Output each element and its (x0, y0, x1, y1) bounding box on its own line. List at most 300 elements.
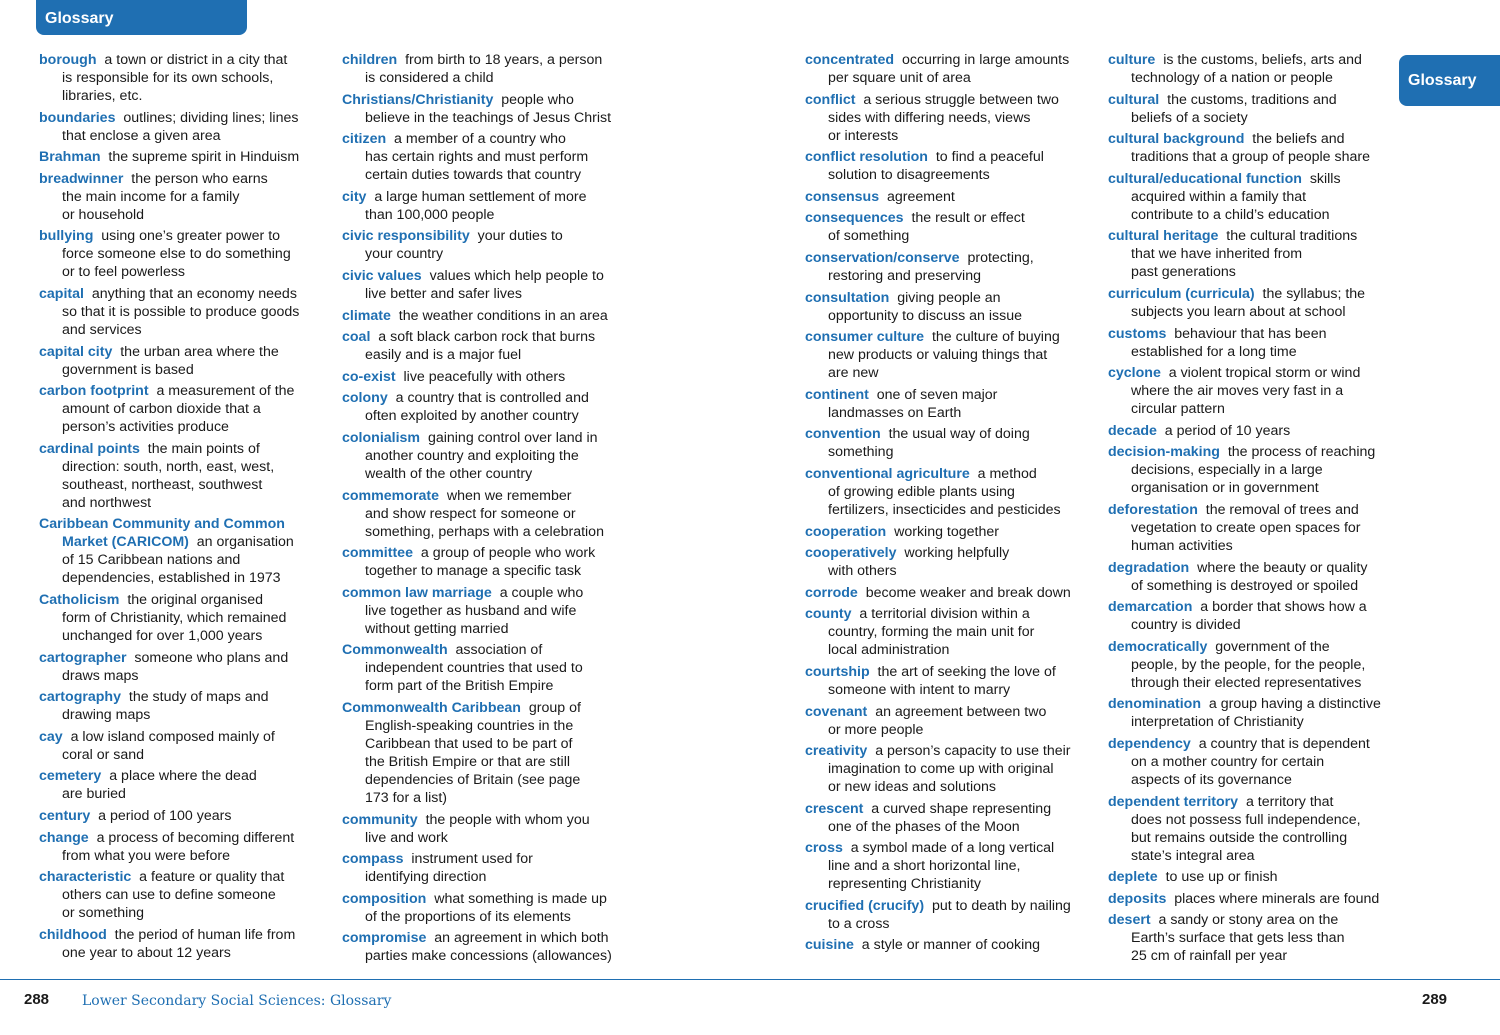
glossary-definition: libraries, etc. (62, 88, 143, 104)
glossary-definition: group of (528, 699, 581, 716)
glossary-definition: English-speaking countries in the (365, 717, 574, 734)
glossary-definition: gaining control over land in (427, 429, 598, 446)
glossary-definition: live better and safer lives (365, 285, 522, 302)
glossary-term: Commonwealth (342, 642, 448, 659)
footer-book-title: Lower Secondary Social Sciences: Glossary (82, 993, 392, 1009)
glossary-column-1 (39, 51, 329, 965)
glossary-definition: traditions that a group of people share (1131, 149, 1370, 166)
glossary-term: covenant (805, 703, 868, 720)
page-number-left: 288 (24, 991, 50, 1008)
glossary-term: deposits (1108, 890, 1167, 907)
glossary-term: coal (342, 329, 371, 346)
glossary-definition: the study of maps and (128, 689, 269, 706)
glossary-term: composition (342, 890, 427, 907)
glossary-entry (342, 368, 632, 386)
glossary-definition: the people with whom you (425, 811, 590, 828)
glossary-definition: a process of becoming different (96, 829, 295, 846)
glossary-definition: someone with intent to marry (828, 681, 1011, 698)
glossary-definition: a curved shape representing (871, 800, 1052, 817)
glossary-definition: easily and is a major fuel (365, 347, 522, 364)
glossary-entry (805, 584, 1095, 602)
glossary-definition: what something is made up (434, 890, 607, 907)
glossary-column-4 (1108, 51, 1398, 969)
glossary-term: cultural/educational function (1108, 170, 1302, 187)
glossary-term: cemetery (39, 768, 102, 785)
glossary-definition: that we have inherited from (1131, 246, 1303, 263)
glossary-entry (39, 688, 329, 724)
glossary-definition: a country that is dependent (1198, 735, 1370, 752)
glossary-definition: put to death by nailing (931, 897, 1071, 914)
glossary-term: curriculum (curricula) (1108, 285, 1255, 302)
glossary-definition: a large human settlement of more (374, 188, 587, 205)
glossary-definition: agreement (887, 188, 955, 205)
footer-divider (0, 979, 1500, 980)
glossary-entry (805, 209, 1095, 245)
glossary-definition: a method (977, 465, 1037, 482)
glossary-term: Catholicism (39, 591, 120, 608)
glossary-definition: a style or manner of cooking (861, 937, 1041, 954)
glossary-entry (805, 328, 1095, 382)
glossary-entry (39, 515, 329, 587)
glossary-definition: a sandy or stony area on the (1158, 912, 1339, 929)
glossary-definition: the supreme spirit in Hinduism (108, 149, 300, 166)
glossary-term: cartographer (39, 649, 127, 666)
glossary-definition: acquired within a family that (1131, 188, 1307, 205)
glossary-definition: a soft black carbon rock that burns (378, 329, 596, 346)
glossary-definition: on a mother country for certain (1131, 753, 1325, 770)
glossary-entry (39, 51, 329, 105)
glossary-definition: using one’s greater power to (101, 228, 281, 245)
glossary-entry (1108, 598, 1398, 634)
glossary-entry (342, 929, 632, 965)
glossary-entry (805, 663, 1095, 699)
glossary-entry (805, 91, 1095, 145)
glossary-definition: person’s activities produce (62, 419, 229, 436)
glossary-term: consultation (805, 289, 890, 306)
glossary-term: dependent territory (1108, 793, 1239, 810)
glossary-definition: a period of 10 years (1164, 422, 1291, 439)
glossary-definition: a person’s capacity to use their (875, 743, 1071, 760)
glossary-definition: the period of human life from (114, 926, 296, 943)
glossary-definition: has certain rights and must perform (365, 149, 589, 166)
glossary-definition: established for a long time (1131, 343, 1297, 360)
glossary-entry (342, 328, 632, 364)
glossary-entry (39, 285, 329, 339)
glossary-definition: Caribbean that used to be part of (365, 735, 573, 752)
glossary-definition: the British Empire or that are still (365, 753, 571, 770)
glossary-definition: anything that an economy needs (91, 285, 297, 302)
glossary-definition: coral or sand (62, 746, 145, 763)
glossary-term: consensus (805, 188, 880, 205)
glossary-entry (805, 148, 1095, 184)
glossary-term: deplete (1108, 869, 1158, 886)
glossary-definition: opportunity to discuss an issue (828, 307, 1023, 324)
glossary-header-tab: Glossary (36, 0, 247, 35)
glossary-entry (1108, 51, 1398, 87)
glossary-definition: organisation or in government (1131, 480, 1319, 497)
glossary-entry (342, 91, 632, 127)
glossary-definition: occurring in large amounts (901, 52, 1070, 68)
glossary-definition: together to manage a specific task (365, 563, 582, 580)
glossary-entry (805, 605, 1095, 659)
glossary-term: cardinal points (39, 440, 140, 457)
glossary-entry (1108, 364, 1398, 418)
glossary-definition: a couple who (499, 584, 584, 601)
glossary-definition: to use up or finish (1165, 869, 1278, 886)
glossary-term: committee (342, 545, 413, 562)
glossary-definition: parties make concessions (allowances) (365, 948, 612, 965)
glossary-entry (1108, 91, 1398, 127)
glossary-term: cross (805, 840, 843, 857)
glossary-definition: live and work (365, 829, 448, 846)
glossary-definition: drawing maps (62, 707, 151, 724)
glossary-definition: interpretation of Christianity (1131, 714, 1304, 731)
glossary-definition: a group having a distinctive (1208, 696, 1381, 713)
glossary-definition: a territory that (1245, 793, 1334, 810)
glossary-definition: working helpfully (904, 545, 1010, 562)
glossary-entry (805, 839, 1095, 893)
glossary-definition: human activities (1131, 537, 1233, 554)
glossary-entry (1108, 638, 1398, 692)
glossary-definition: draws maps (62, 667, 139, 684)
glossary-term: carbon footprint (39, 383, 149, 400)
glossary-term: crucified (crucify) (805, 897, 925, 914)
glossary-term: deforestation (1108, 501, 1198, 518)
glossary-definition: subjects you learn about at school (1131, 303, 1346, 320)
glossary-definition: restoring and preserving (828, 267, 981, 284)
glossary-term: change (39, 829, 89, 846)
glossary-term: community (342, 811, 418, 828)
glossary-entry (1108, 695, 1398, 731)
glossary-entry (1108, 735, 1398, 789)
glossary-term: cultural background (1108, 131, 1245, 148)
glossary-definition: outlines; dividing lines; lines (123, 109, 299, 126)
glossary-side-tab: Glossary (1399, 55, 1500, 106)
glossary-entry (805, 249, 1095, 285)
glossary-definition: another country and exploiting the (365, 447, 579, 464)
glossary-definition: association of (455, 642, 543, 659)
glossary-definition: the person who earns (131, 170, 268, 187)
glossary-term: century (39, 807, 91, 824)
glossary-entry (39, 807, 329, 825)
glossary-entry (1108, 170, 1398, 224)
glossary-definition: others can use to define someone (62, 887, 276, 904)
glossary-definition: where the air moves very fast in a (1131, 383, 1344, 400)
glossary-definition: so that it is possible to produce goods (62, 303, 300, 320)
glossary-definition: working together (894, 523, 999, 540)
glossary-term: creativity (805, 743, 868, 760)
glossary-definition: the process of reaching (1227, 444, 1376, 461)
glossary-entry (1108, 130, 1398, 166)
glossary-term: breadwinner (39, 170, 124, 187)
glossary-term: borough (39, 52, 97, 68)
glossary-definition: something (828, 444, 894, 461)
glossary-entry (805, 742, 1095, 796)
glossary-definition: beliefs of a society (1131, 109, 1248, 126)
glossary-term: cay (39, 728, 63, 745)
glossary-definition: identifying direction (365, 869, 487, 886)
glossary-entry (1108, 890, 1398, 908)
glossary-definition: the customs, traditions and (1167, 91, 1337, 108)
glossary-definition: circular pattern (1131, 401, 1225, 418)
glossary-definition: 173 for a list) (365, 789, 448, 806)
glossary-definition: than 100,000 people (365, 206, 495, 223)
glossary-definition: are new (828, 365, 879, 382)
glossary-term: cuisine (805, 937, 854, 954)
glossary-definition: the original organised (127, 591, 263, 608)
glossary-definition: the culture of buying (931, 329, 1060, 346)
glossary-term: compass (342, 851, 404, 868)
glossary-entry (342, 584, 632, 638)
glossary-term: civic responsibility (342, 228, 470, 245)
glossary-definition: where the beauty or quality (1197, 559, 1368, 576)
glossary-definition: decisions, especially in a large (1131, 462, 1323, 479)
glossary-entry (805, 289, 1095, 325)
glossary-entry (1108, 443, 1398, 497)
glossary-entry (342, 130, 632, 184)
glossary-entry (39, 591, 329, 645)
glossary-term: customs (1108, 325, 1167, 342)
glossary-definition: without getting married (365, 620, 509, 637)
glossary-definition: state’s integral area (1131, 847, 1255, 864)
glossary-definition: a territorial division within a (859, 606, 1030, 623)
glossary-definition: one of the phases of the Moon (828, 818, 1020, 835)
glossary-entry (342, 188, 632, 224)
glossary-definition: and northwest (62, 494, 152, 511)
glossary-definition: people, by the people, for the people, (1131, 656, 1366, 673)
glossary-definition: your duties to (477, 228, 563, 245)
page-number-right: 289 (1422, 991, 1448, 1008)
glossary-definition: a group of people who work (420, 545, 596, 562)
glossary-entry (39, 343, 329, 379)
glossary-term: continent (805, 386, 869, 403)
glossary-entry (1108, 559, 1398, 595)
glossary-definition: is considered a child (365, 70, 494, 86)
glossary-term: colonialism (342, 429, 421, 446)
glossary-definition: a feature or quality that (139, 869, 285, 886)
glossary-entry (342, 641, 632, 695)
glossary-term: commemorate (342, 487, 439, 504)
glossary-definition: a measurement of the (156, 383, 295, 400)
glossary-term: cultural heritage (1108, 228, 1219, 245)
glossary-column-2 (342, 51, 632, 969)
glossary-definition: form of Christianity, which remained (62, 609, 287, 626)
glossary-entry (342, 850, 632, 886)
glossary-entry (342, 267, 632, 303)
glossary-definition: a serious struggle between two (863, 91, 1059, 108)
glossary-definition: independent countries that used to (365, 660, 583, 677)
glossary-definition: to a cross (828, 915, 890, 932)
glossary-entry (39, 382, 329, 436)
glossary-definition: southeast, northeast, southwest (62, 476, 263, 493)
glossary-definition: the syllabus; the (1262, 285, 1366, 302)
glossary-term: decade (1108, 422, 1157, 439)
glossary-entry (342, 51, 632, 87)
glossary-definition: a symbol made of a long vertical (850, 840, 1055, 857)
glossary-definition: past generations (1131, 264, 1236, 281)
glossary-term: capital city (39, 343, 113, 360)
glossary-definition: one year to about 12 years (62, 944, 231, 961)
glossary-term: Commonwealth Caribbean (342, 699, 521, 716)
glossary-definition: per square unit of area (828, 70, 971, 86)
glossary-term: colony (342, 390, 388, 407)
glossary-definition: the art of seeking the love of (877, 663, 1056, 680)
glossary-definition: 25 cm of rainfall per year (1131, 948, 1288, 965)
glossary-definition: an organisation (196, 534, 294, 551)
glossary-term: city (342, 188, 367, 205)
glossary-definition: the weather conditions in an area (398, 307, 608, 324)
glossary-definition: country, forming the main unit for (828, 624, 1035, 641)
glossary-term: corrode (805, 584, 858, 601)
glossary-term: childhood (39, 926, 107, 943)
glossary-definition: sides with differing needs, views (828, 109, 1031, 126)
glossary-term: dependency (1108, 735, 1191, 752)
glossary-definition: government is based (62, 361, 194, 378)
glossary-definition: a country that is controlled and (395, 390, 589, 407)
glossary-entry (39, 649, 329, 685)
glossary-definition: or household (62, 206, 145, 223)
glossary-definition: does not possess full independence, (1131, 811, 1361, 828)
glossary-definition: your country (365, 246, 444, 263)
glossary-entry (342, 487, 632, 541)
glossary-term: co-exist (342, 368, 396, 385)
glossary-definition: places where minerals are found (1174, 890, 1380, 907)
glossary-entry (805, 51, 1095, 87)
glossary-term: conservation/conserve (805, 249, 960, 266)
glossary-definition: of something (828, 228, 910, 245)
glossary-definition: line and a short horizontal line, (828, 858, 1021, 875)
glossary-definition: Earth’s surface that gets less than (1131, 930, 1345, 947)
glossary-column-3 (805, 51, 1095, 958)
glossary-entry (1108, 793, 1398, 865)
glossary-term: concentrated (805, 52, 895, 68)
glossary-definition: a place where the dead (109, 768, 257, 785)
glossary-term: Christians/Christianity (342, 91, 494, 108)
glossary-entry (39, 926, 329, 962)
glossary-entry (805, 425, 1095, 461)
glossary-definition: a low island composed mainly of (70, 728, 275, 745)
glossary-definition: something, perhaps with a celebration (365, 523, 604, 540)
glossary-term: consumer culture (805, 329, 925, 346)
glossary-term: cartography (39, 689, 121, 706)
glossary-term: children (342, 52, 398, 68)
glossary-definition: of growing edible plants using (828, 483, 1015, 500)
glossary-definition: a violent tropical storm or wind (1168, 365, 1361, 382)
glossary-term: cooperatively (805, 545, 897, 562)
glossary-definition: of something is destroyed or spoiled (1131, 577, 1359, 594)
glossary-entry (342, 811, 632, 847)
glossary-definition: a border that shows how a (1200, 599, 1367, 616)
glossary-definition: to find a peaceful (935, 149, 1044, 166)
glossary-definition: country is divided (1131, 617, 1241, 634)
glossary-definition: amount of carbon dioxide that a (62, 401, 261, 418)
glossary-entry (1108, 501, 1398, 555)
glossary-term: conflict (805, 91, 856, 108)
glossary-entry (39, 440, 329, 512)
glossary-definition: an agreement between two (875, 703, 1047, 720)
glossary-definition: one of seven major (876, 386, 998, 403)
glossary-definition: an agreement in which both (434, 930, 609, 947)
glossary-definition: force someone else to do something (62, 246, 291, 263)
glossary-entry (39, 109, 329, 145)
glossary-term: crescent (805, 800, 864, 817)
glossary-definition: that enclose a given area (62, 127, 221, 144)
glossary-entry (39, 170, 329, 224)
glossary-entry (342, 227, 632, 263)
glossary-definition: aspects of its governance (1131, 771, 1292, 788)
glossary-definition: but remains outside the controlling (1131, 829, 1348, 846)
glossary-definition: local administration (828, 642, 950, 659)
glossary-definition: a member of a country who (394, 131, 566, 148)
glossary-definition: of the proportions of its elements (365, 908, 571, 925)
glossary-entry (342, 307, 632, 325)
glossary-entry (1108, 285, 1398, 321)
glossary-definition: new products or valuing things that (828, 347, 1048, 364)
glossary-definition: through their elected representatives (1131, 674, 1362, 691)
glossary-definition: skills (1309, 170, 1341, 187)
glossary-definition: is the customs, beliefs, arts and (1163, 52, 1362, 68)
glossary-definition: from birth to 18 years, a person (405, 52, 603, 68)
glossary-definition: people who (501, 91, 574, 108)
glossary-definition: behaviour that has been (1174, 325, 1327, 342)
glossary-definition: is responsible for its own schools, (62, 70, 274, 86)
glossary-definition: dependencies, established in 1973 (62, 570, 281, 587)
glossary-definition: form part of the British Empire (365, 678, 554, 695)
glossary-definition: technology of a nation or people (1131, 70, 1333, 86)
glossary-definition: or new ideas and solutions (828, 779, 996, 796)
glossary-term: conflict resolution (805, 149, 928, 166)
glossary-definition: and show respect for someone or (365, 505, 576, 522)
glossary-definition: contribute to a child’s education (1131, 206, 1330, 223)
glossary-term: conventional agriculture (805, 465, 970, 482)
glossary-definition: the cultural traditions (1226, 228, 1358, 245)
glossary-term: cultural (1108, 91, 1160, 108)
glossary-definition: wealth of the other country (365, 465, 533, 482)
glossary-definition: or something (62, 905, 145, 922)
glossary-definition: of 15 Caribbean nations and (62, 552, 241, 569)
glossary-term: county (805, 606, 852, 623)
glossary-definition: the main income for a family (62, 188, 240, 205)
glossary-entry (805, 188, 1095, 206)
glossary-term: climate (342, 307, 391, 324)
glossary-term: desert (1108, 912, 1151, 929)
glossary-term: compromise (342, 930, 427, 947)
glossary-term: civic values (342, 267, 422, 284)
glossary-entry (1108, 227, 1398, 281)
glossary-definition: or more people (828, 721, 924, 738)
glossary-definition: values which help people to (429, 267, 604, 284)
glossary-term: Caribbean Community and Common (39, 516, 285, 533)
glossary-definition: instrument used for (411, 851, 533, 868)
glossary-term: consequences (805, 210, 904, 227)
glossary-definition: the result or effect (911, 210, 1025, 227)
glossary-definition: the main points of (147, 440, 260, 457)
glossary-entry (805, 523, 1095, 541)
glossary-definition: dependencies of Britain (see page (365, 771, 581, 788)
glossary-term: democratically (1108, 638, 1208, 655)
glossary-entry (805, 800, 1095, 836)
glossary-term: culture (1108, 52, 1156, 68)
glossary-definition: the urban area where the (120, 343, 279, 360)
glossary-definition: the usual way of doing (888, 426, 1030, 443)
glossary-term: bullying (39, 228, 94, 245)
glossary-definition: representing Christianity (828, 876, 981, 893)
glossary-term: courtship (805, 663, 870, 680)
glossary-term: cyclone (1108, 365, 1161, 382)
glossary-term: citizen (342, 131, 387, 148)
glossary-entry (39, 767, 329, 803)
glossary-definition: or to feel powerless (62, 264, 186, 281)
